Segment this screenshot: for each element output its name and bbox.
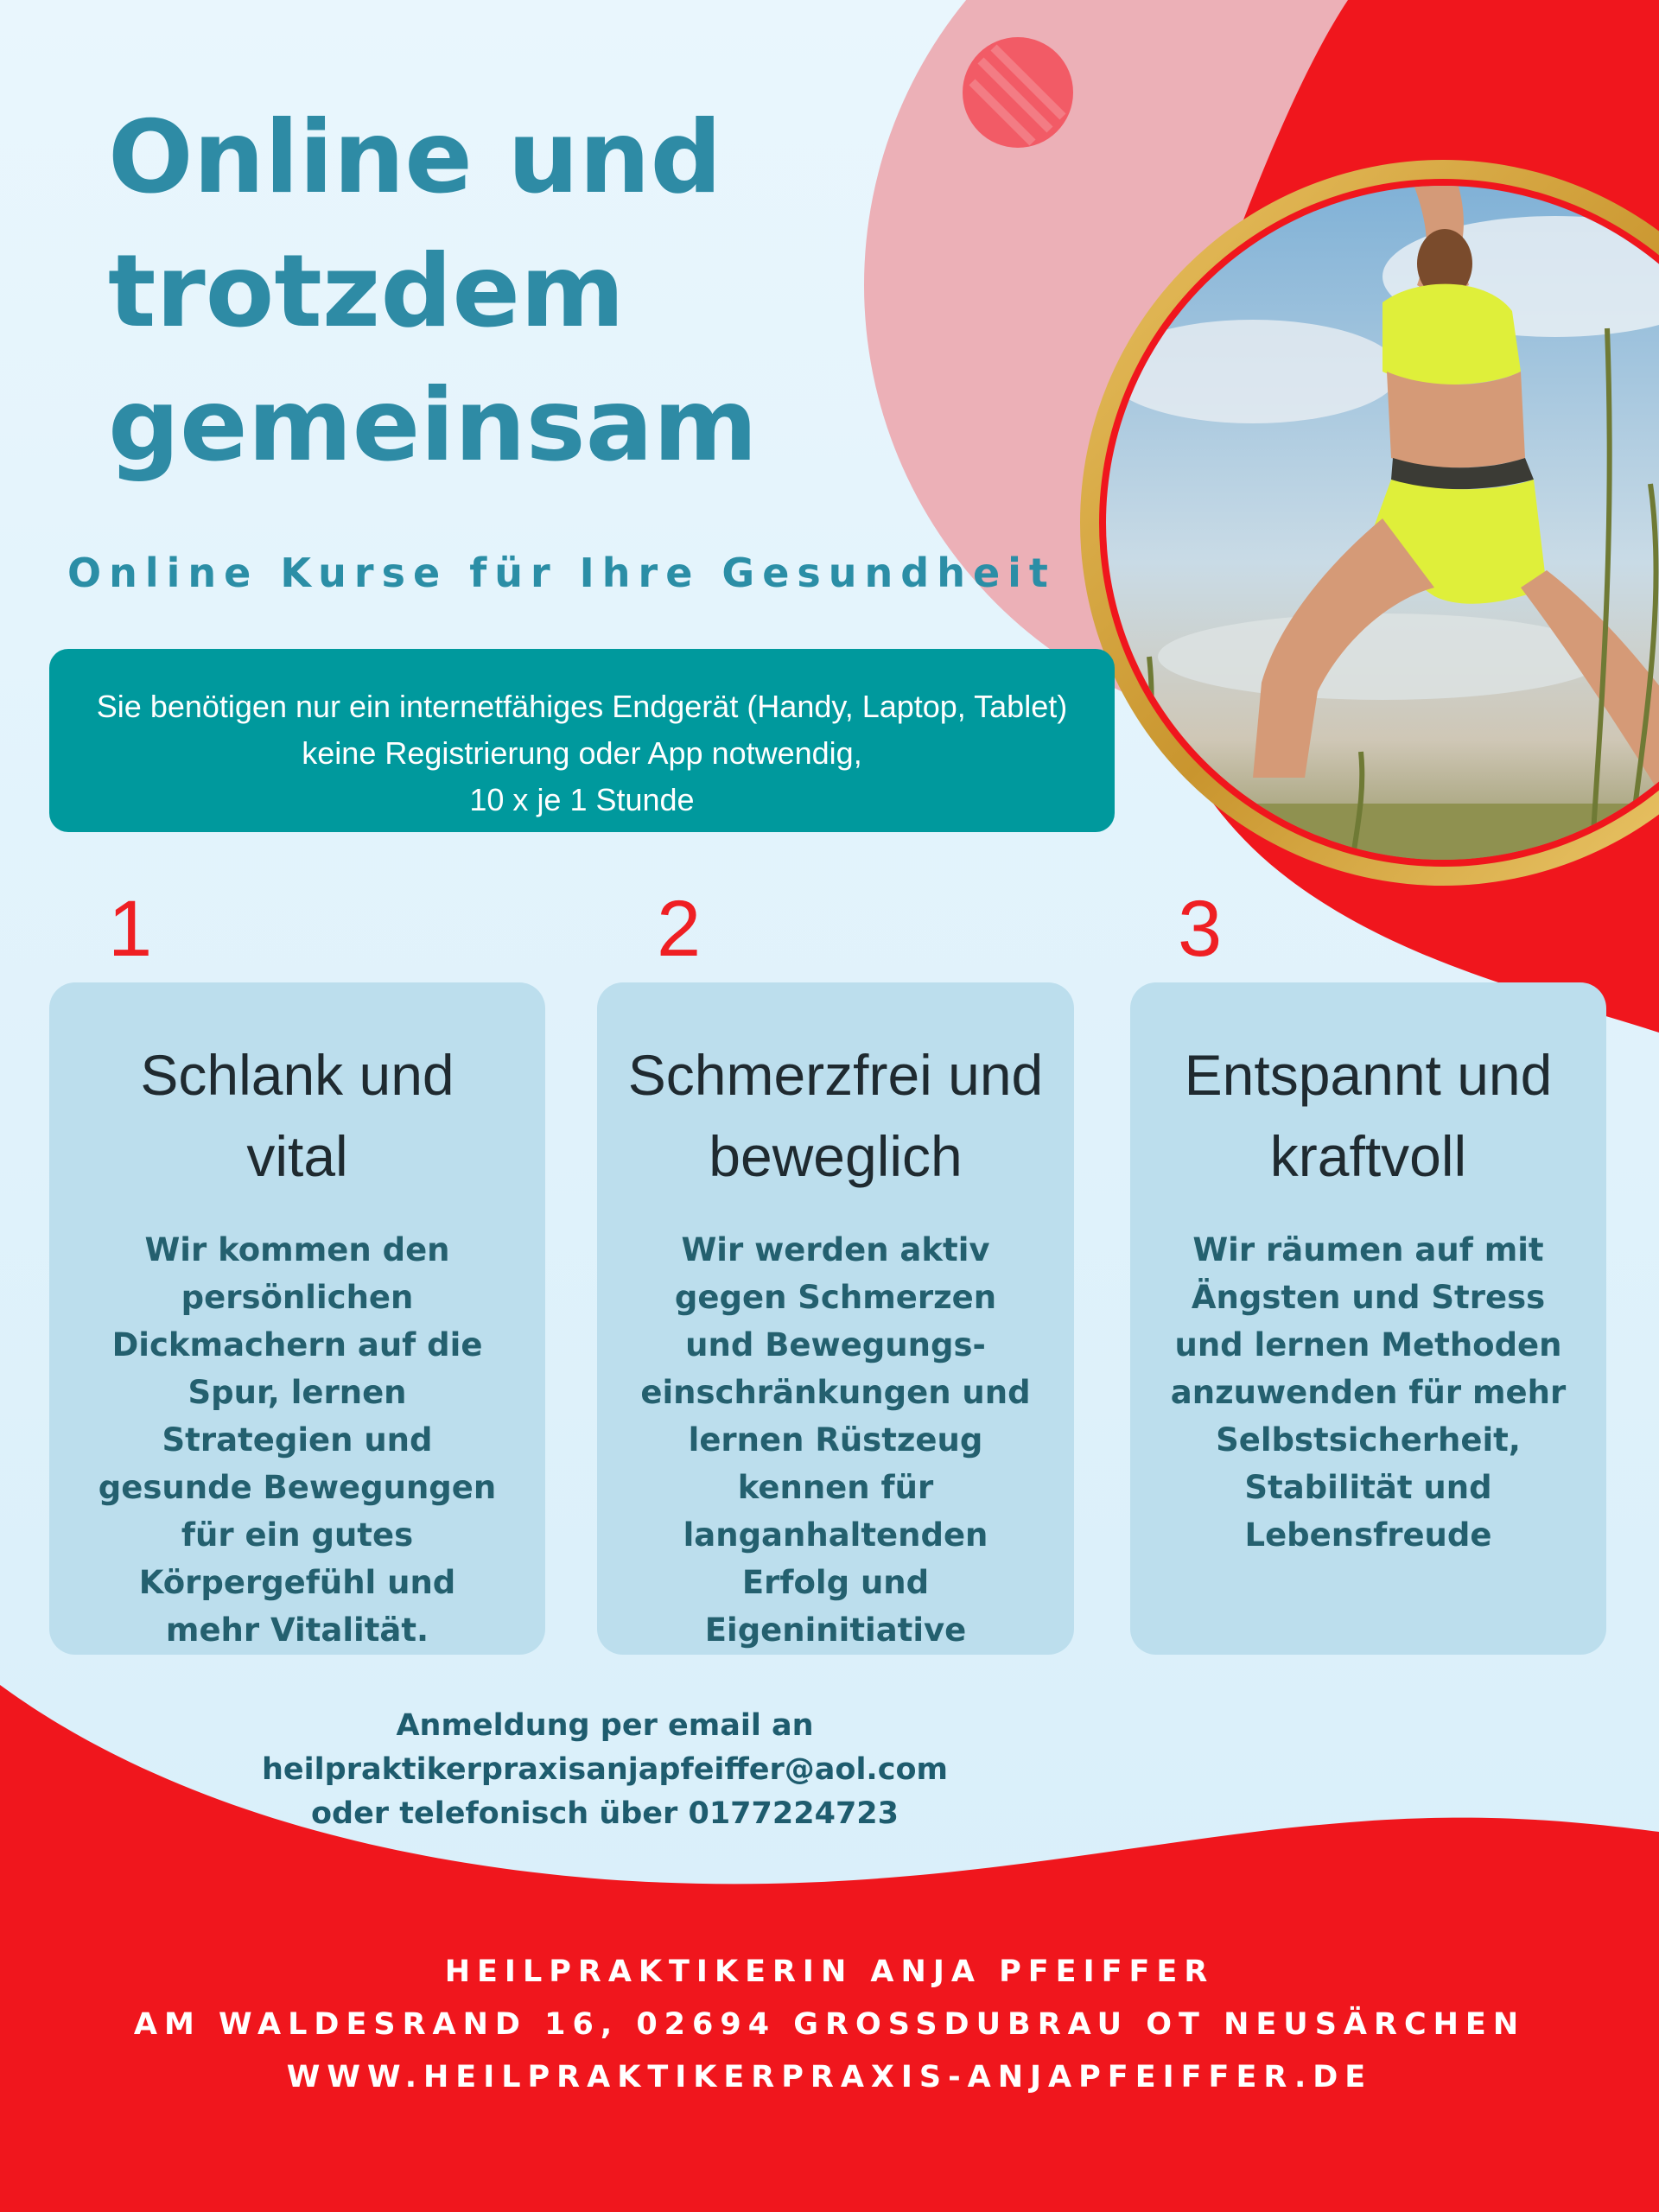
course-description: Wir kommen den persönlichen Dickmachern auf die Spur, lernen Strategien und gesunde Bewegungen für ein gutes Körpergefühl und mehr Vitalität.: [98, 1231, 497, 1649]
course-title-line: kraftvoll: [1269, 1124, 1467, 1188]
footer-address: AM WALDESRAND 16, 02694 GROSSDUBRAU OT NEUSÄRCHEN: [133, 2007, 1526, 2042]
title-line: trotzdem: [108, 233, 625, 350]
info-line: keine Registrierung oder App notwendig,: [302, 735, 862, 771]
course-title-line: Schlank und: [140, 1043, 454, 1107]
info-box: [49, 649, 1115, 832]
info-line: 10 x je 1 Stunde: [469, 782, 695, 817]
course-title-line: beweglich: [709, 1124, 963, 1188]
footer-website-link[interactable]: WWW.HEILPRAKTIKERPRAXIS-ANJAPFEIFFER.DE: [286, 2060, 1373, 2094]
course-title-line: Entspannt und: [1184, 1043, 1553, 1107]
page-title: [108, 91, 886, 493]
info-line: Sie benötigen nur ein internetfähiges Endgerät (Handy, Laptop, Tablet): [96, 689, 1068, 724]
course-title-line: Schmerzfrei und: [627, 1043, 1044, 1107]
course-number-2: 2: [657, 885, 702, 973]
course-card-2: [597, 982, 1074, 1655]
course-number-3: 3: [1178, 885, 1223, 973]
subtitle: Online Kurse für Ihre Gesundheit: [67, 550, 1056, 596]
course-title: [61, 1034, 533, 1197]
registration-email-link[interactable]: heilpraktikerpraxisanjapfeiffer@aol.com: [262, 1752, 948, 1787]
course-card-1: [49, 982, 545, 1655]
registration-line: Anmeldung per email an: [396, 1708, 814, 1743]
course-title-line: vital: [246, 1124, 348, 1188]
title-line: gemeinsam: [108, 367, 758, 484]
title-line: Online und: [108, 99, 722, 216]
registration-phone[interactable]: oder telefonisch über 0177224723: [310, 1796, 899, 1831]
course-description: Wir räumen auf mit Ängsten und Stress und lernen Methoden anzuwenden für mehr Selbstsicherheit, Stabilität und Lebensfreude: [1170, 1231, 1567, 1554]
course-description: Wir werden aktiv gegen Schmerzen und Bewegungs-einschränkungen und lernen Rüstzeug kennen für langanhaltenden Erfolg und Eigeninitiative: [640, 1231, 1031, 1649]
course-card-3: [1130, 982, 1606, 1655]
registration-info: [190, 1704, 1020, 1836]
course-number-1: 1: [108, 885, 153, 973]
course-title: [609, 1034, 1062, 1197]
course-title: [1142, 1034, 1594, 1197]
footer-name: HEILPRAKTIKERIN ANJA PFEIFFER: [444, 1955, 1215, 1989]
